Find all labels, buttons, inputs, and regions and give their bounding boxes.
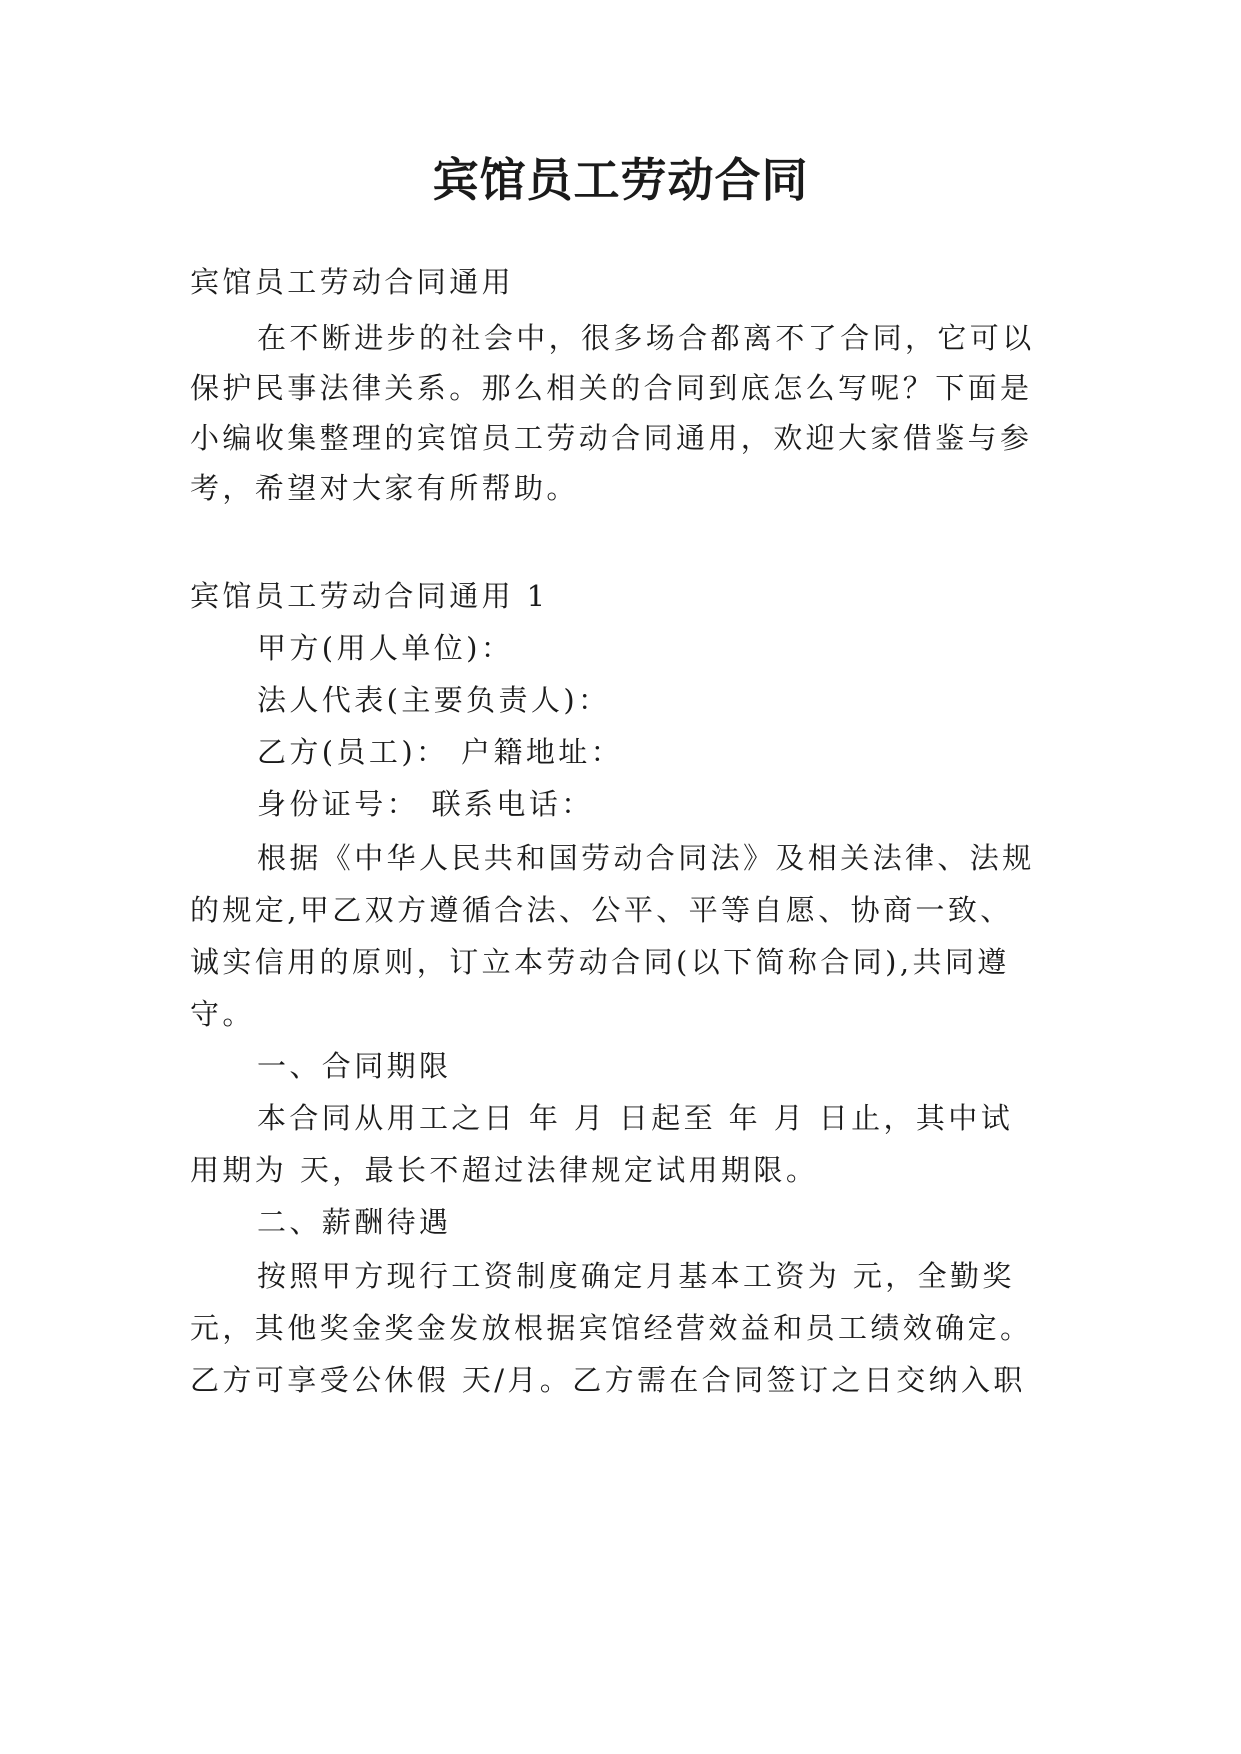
clause-line: 用期为 天，最长不超过法律规定试用期限。: [190, 1153, 819, 1187]
subtitle-line: 宾馆员工劳动合同通用: [190, 265, 515, 299]
intro-line: 小编收集整理的宾馆员工劳动合同通用，欢迎大家借鉴与参: [190, 421, 1033, 455]
party-a-line: 甲方(用人单位)：: [257, 631, 514, 665]
id-number-line: 身份证号： 联系电话：: [257, 787, 594, 821]
section-heading: 宾馆员工劳动合同通用 1: [190, 579, 549, 613]
clause-line: 乙方可享受公休假 天/月。乙方需在合同签订之日交纳入职: [190, 1363, 1026, 1397]
preamble-line: 根据《中华人民共和国劳动合同法》及相关法律、法规: [257, 841, 1035, 875]
intro-line: 考，希望对大家有所帮助。: [190, 471, 579, 505]
clause-heading: 二、薪酬待遇: [257, 1205, 452, 1239]
intro-line: 保护民事法律关系。那么相关的合同到底怎么写呢？下面是: [190, 371, 1033, 405]
clause-heading: 一、合同期限: [257, 1049, 452, 1083]
clause-line: 元，其他奖金奖金发放根据宾馆经营效益和员工绩效确定。: [190, 1311, 1033, 1345]
clause-line: 按照甲方现行工资制度确定月基本工资为 元，全勤奖: [257, 1259, 1015, 1293]
preamble-line: 守。: [190, 997, 255, 1031]
preamble-line: 的规定,甲乙双方遵循合法、公平、平等自愿、协商一致、: [190, 893, 1013, 927]
clause-line: 本合同从用工之日 年 月 日起至 年 月 日止，其中试: [257, 1101, 1014, 1135]
preamble-line: 诚实信用的原则，订立本劳动合同(以下简称合同),共同遵: [190, 945, 1010, 979]
document-title: 宾馆员工劳动合同: [432, 153, 809, 207]
intro-line: 在不断进步的社会中，很多场合都离不了合同，它可以: [257, 321, 1035, 355]
party-b-line: 乙方(员工)： 户籍地址：: [257, 735, 624, 769]
legal-rep-line: 法人代表(主要负责人)：: [257, 683, 611, 717]
